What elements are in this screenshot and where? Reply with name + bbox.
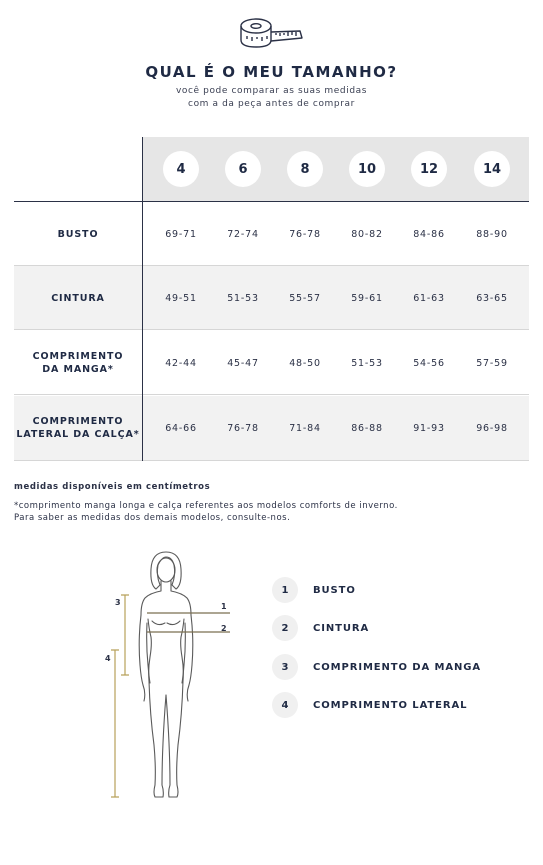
legend-label: COMPRIMENTO DA MANGA: [313, 661, 482, 673]
table-cell: 91-93: [413, 422, 445, 434]
units-note: medidas disponíveis em centímetros: [14, 482, 211, 492]
body-measurement-figure: [100, 545, 240, 805]
table-cell: 76-78: [227, 422, 259, 434]
footnote-line-1: *comprimento manga longa e calça referentes aos modelos comforts de inverno.: [14, 501, 398, 511]
table-cell: 61-63: [413, 292, 445, 304]
row-label-line-2: LATERAL DA CALÇA*: [16, 429, 140, 440]
page-title: QUAL É O MEU TAMANHO?: [145, 63, 398, 81]
row-label-line-1: COMPRIMENTO: [32, 351, 124, 362]
row-label: [14, 396, 142, 460]
row-label: [14, 202, 142, 266]
table-cell: 63-65: [476, 292, 508, 304]
legend-item-busto: [272, 577, 356, 603]
measuring-tape-icon: [236, 14, 306, 52]
table-row-busto: [14, 202, 529, 266]
legend-number: 4: [272, 692, 298, 718]
size-badge: 4: [163, 151, 199, 187]
table-cell: 59-61: [351, 292, 383, 304]
marker-3: 3: [115, 598, 121, 607]
size-table: [0, 137, 529, 461]
table-cell: 76-78: [289, 228, 321, 240]
table-cell: 80-82: [351, 228, 383, 240]
row-label-line-1: COMPRIMENTO: [32, 416, 124, 427]
table-cell: 71-84: [289, 422, 321, 434]
table-cell: 84-86: [413, 228, 445, 240]
table-cell: 96-98: [476, 422, 508, 434]
table-cell: 69-71: [165, 228, 197, 240]
legend-label: CINTURA: [313, 622, 370, 634]
legend-number: 2: [272, 615, 298, 641]
row-label: [14, 331, 142, 395]
row-label: [14, 266, 142, 330]
footnote-line-2: Para saber as medidas dos demais modelos, consulte-nos.: [14, 513, 291, 523]
subtitle-line-1: você pode comparar as suas medidas: [175, 86, 368, 96]
legend-item-comprimento-lateral: [272, 692, 467, 718]
header-divider: [14, 201, 529, 202]
size-badge: 6: [225, 151, 261, 187]
legend-number: 1: [272, 577, 298, 603]
table-cell: 51-53: [227, 292, 259, 304]
table-cell: 64-66: [165, 422, 197, 434]
legend-number: 3: [272, 654, 298, 680]
page-subtitle: [0, 85, 543, 111]
legend-label: BUSTO: [313, 584, 356, 596]
size-badge: 10: [349, 151, 385, 187]
legend-item-comprimento-manga: [272, 654, 481, 680]
subtitle-line-2: com a da peça antes de comprar: [188, 99, 355, 109]
row-label-line-2: DA MANGA*: [42, 364, 114, 375]
table-row-cintura: [14, 266, 529, 330]
row-divider: [14, 329, 529, 330]
size-badge: 8: [287, 151, 323, 187]
marker-1: 1: [221, 602, 227, 611]
table-cell: 42-44: [165, 357, 197, 369]
table-cell: 55-57: [289, 292, 321, 304]
table-cell: 45-47: [227, 357, 259, 369]
legend-item-cintura: [272, 615, 369, 641]
table-cell: 86-88: [351, 422, 383, 434]
table-cell: 72-74: [227, 228, 259, 240]
table-cell: 88-90: [476, 228, 508, 240]
size-badge: 14: [474, 151, 510, 187]
table-cell: 54-56: [413, 357, 445, 369]
column-divider: [142, 137, 143, 461]
row-divider: [14, 460, 529, 461]
table-cell: 51-53: [351, 357, 383, 369]
table-cell: 57-59: [476, 357, 508, 369]
row-label-line-1: CINTURA: [51, 292, 105, 304]
table-row-comprimento-manga: [14, 331, 529, 395]
table-cell: 48-50: [289, 357, 321, 369]
marker-2: 2: [221, 624, 227, 633]
row-divider: [14, 394, 529, 395]
table-cell: 49-51: [165, 292, 197, 304]
legend-label: COMPRIMENTO LATERAL: [313, 699, 468, 711]
size-badge: 12: [411, 151, 447, 187]
row-label-line-1: BUSTO: [57, 228, 99, 240]
footnote: [14, 500, 398, 524]
size-header: [143, 137, 529, 201]
marker-4: 4: [105, 654, 111, 663]
table-row-comprimento-lateral: [14, 396, 529, 461]
